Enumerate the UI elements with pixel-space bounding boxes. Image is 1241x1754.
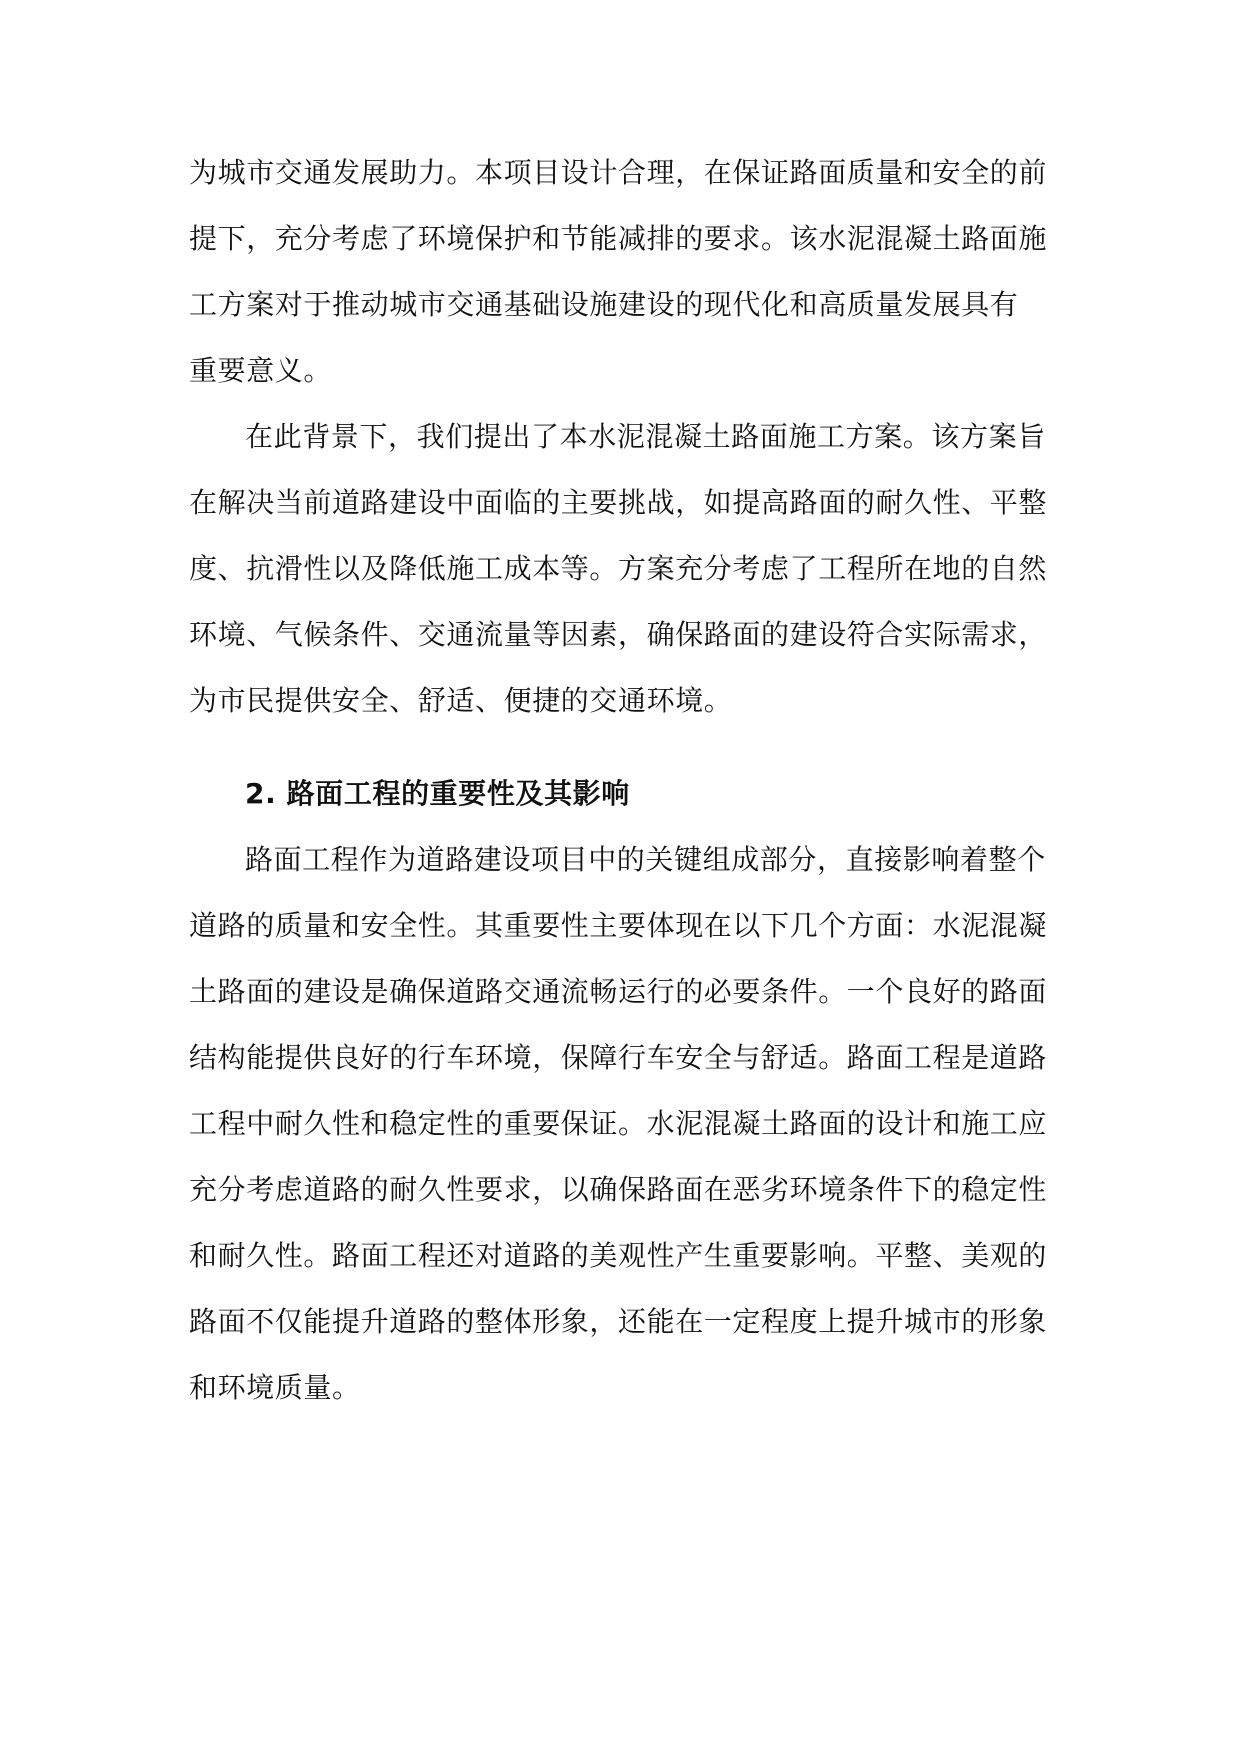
paragraph-3-line-8: 路面不仅能提升道路的整体形象，还能在一定程度上提升城市的形象: [189, 1305, 1048, 1338]
paragraph-1-line-4: 重要意义。: [189, 354, 333, 387]
paragraph-1-line-3: 工方案对于推动城市交通基础设施建设的现代化和高质量发展具有: [189, 288, 1019, 321]
paragraph-2-line-2: 在解决当前道路建设中面临的主要挑战，如提高路面的耐久性、平整: [189, 486, 1048, 519]
paragraph-1-line-1: 为城市交通发展助力。本项目设计合理，在保证路面质量和安全的前: [189, 156, 1048, 189]
paragraph-2-line-5: 为市民提供安全、舒适、便捷的交通环境。: [189, 684, 733, 717]
paragraph-1-line-2: 提下，充分考虑了环境保护和节能减排的要求。该水泥混凝土路面施: [189, 222, 1048, 255]
section-heading: 2. 路面工程的重要性及其影响: [245, 777, 630, 810]
paragraph-3-line-9: 和环境质量。: [189, 1371, 361, 1404]
paragraph-2-line-3: 度、抗滑性以及降低施工成本等。方案充分考虑了工程所在地的自然: [189, 552, 1048, 585]
paragraph-3-line-1: 路面工程作为道路建设项目中的关键组成部分，直接影响着整个: [245, 843, 1046, 876]
paragraph-3-line-7: 和耐久性。路面工程还对道路的美观性产生重要影响。平整、美观的: [189, 1239, 1048, 1272]
paragraph-2-line-4: 环境、气候条件、交通流量等因素，确保路面的建设符合实际需求，: [189, 618, 1048, 651]
paragraph-3-line-6: 充分考虑道路的耐久性要求，以确保路面在恶劣环境条件下的稳定性: [189, 1173, 1048, 1206]
paragraph-3-line-2: 道路的质量和安全性。其重要性主要体现在以下几个方面：水泥混凝: [189, 909, 1048, 942]
paragraph-2-line-1: 在此背景下，我们提出了本水泥混凝土路面施工方案。该方案旨: [245, 420, 1046, 453]
paragraph-3-line-5: 工程中耐久性和稳定性的重要保证。水泥混凝土路面的设计和施工应: [189, 1107, 1048, 1140]
paragraph-3-line-3: 土路面的建设是确保道路交通流畅运行的必要条件。一个良好的路面: [189, 975, 1048, 1008]
paragraph-3-line-4: 结构能提供良好的行车环境，保障行车安全与舒适。路面工程是道路: [189, 1041, 1048, 1074]
